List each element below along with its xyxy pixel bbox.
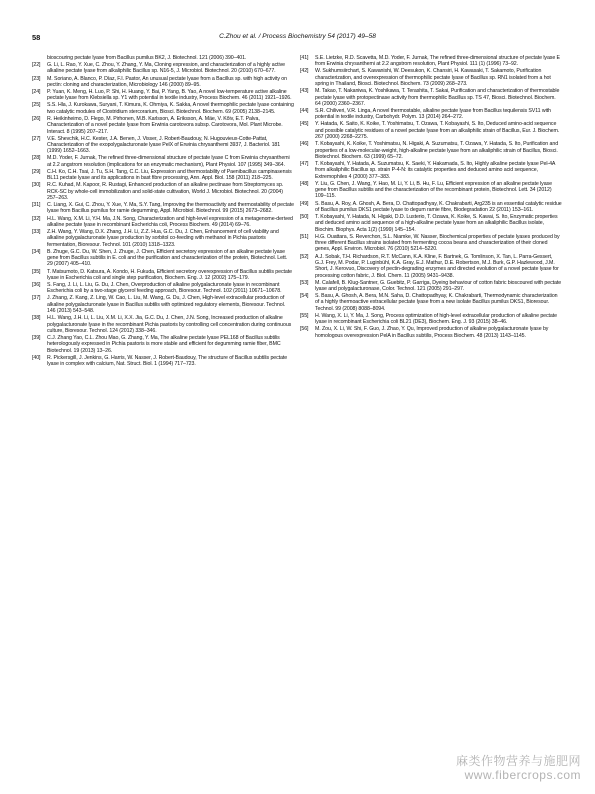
reference-text: Z.H. Wang, Y. Wang, D.X. Zhang, J.H. Li, Z.Z. Hua, G.C. Du, J. Chen, Enhancement of cell viability and alkaline polygalacturonate lyase production by sorbitol co-feeding with methanol in Pichia pastoris fermentation, Bioresour. Technol. 101 (2010) 1318–1323. — [47, 228, 279, 248]
reference-item — [32, 102, 294, 115]
reference-text: C.H. Ko, C.H. Tsai, J. Tu, S.H. Tang, C.C. Liu, Expression and thermostability of Paenibacillus campinasensis BL11 pectate lyase and its applications in bast fibre processing, Ann. Appl. Biol. 158 (2011) 218–225. — [47, 168, 292, 182]
reference-text: P. Yuan, K. Meng, H. Luo, P. Shi, H. Huang, Y. Bai, P. Yang, B. Yao, A novel low-temperature active alkaline pectate lyase from Klebsiella sp. Y1 with potential in textile industry, Process Biochem. 46 (2011) 1921–1926. — [47, 88, 292, 102]
reference-item — [32, 116, 294, 135]
reference-number: [50] — [300, 214, 309, 220]
reference-text: M. Takao, T. Nakaniwa, K. Yoshikawa, T. Terashita, T. Sakai, Purification and characterization of thermostable pectate lyase with protopectinase activity from thermophilic Bacillus sp. TS 47, Biosci. Biotechnol. Biochem. 64 (2000) 2360–2367. — [315, 88, 560, 107]
reference-number: [49] — [300, 200, 309, 207]
reference-item — [300, 121, 562, 140]
reference-item — [32, 182, 294, 201]
reference-number: [45] — [300, 121, 309, 128]
reference-item — [300, 181, 562, 200]
reference-item — [300, 55, 562, 68]
reference-number: [44] — [300, 108, 309, 114]
reference-text: T. Kobayashi, K. Koike, T. Yoshimatsu, N. Higaki, A. Suzumatsu, T. Ozawa, Y. Hatada, S. Ito, Purification and properties of a low-molecular-weight, high-alkaline pectate lyase from an alkaliphilic strain of Bacillus, Biosci. Biotechnol. Biochem. 63 (1999) 65–72. — [315, 141, 559, 160]
reference-column-left — [32, 55, 294, 368]
reference-number: [29] — [32, 168, 41, 175]
watermark-line-1: 麻类作物营养与施肥网 — [455, 754, 581, 768]
reference-number: [42] — [300, 68, 309, 75]
reference-text: H.G. Ouattara, S. Reverchon, S.L. Niamke, W. Nasser, Biochemical properties of pectate lyases produced by three different Bacillus strains isolated from fermenting cocoa beans and characterization of their cloned genes, Appl. Environ. Microbiol. 76 (2010) 5214–5220. — [315, 233, 560, 253]
reference-text: M. Soriano, A. Blanco, P. Díaz, F.I. Pastor, An unusual pectate lyase from a Bacillus sp. with high activity on pectin: cloning and characterization, Microbiology 146 (2000) 89–95. — [47, 75, 287, 88]
reference-item — [32, 315, 294, 334]
reference-number: [56] — [300, 326, 309, 333]
reference-item — [32, 282, 294, 295]
reference-item — [32, 76, 294, 89]
reference-text: V.E. Shevchik, H.C. Kester, J.A. Benen, J. Visser, J. Robert-Baudouy, N. Hugouvieux-Cotte-Pattat, Characterization of the exopolygalacturonate lyase PelX of Erwinia chrysanthemi 3937, J. Bacteriol. 181 (1999) 1652–1663. — [47, 135, 281, 155]
reference-item — [32, 295, 294, 314]
reference-item — [32, 89, 294, 102]
reference-item — [300, 214, 562, 233]
reference-text: S.S. Hla, J. Kurokawa, Suryani, T. Kimura, K. Ohmiya, K. Sakka, A novel thermophilic pectate lyase containing two catalytic modules of Clostridium stercorarium, Biosci. Biotechnol. Biochem. 69 (2005) 2138–2145. — [47, 102, 294, 115]
reference-text: T. Kobayashi, Y. Hatada, N. Higaki, D.D. Lusterio, T. Ozawa, K. Koike, S. Kawai, S. Ito, Enzymatic properties and deduced amino acid sequence of a high-alkaline pectate lyase from an alkaliphilic Bacillus isolate, Biochim. Biophys. Acta 1(2) (1999) 145–154. — [315, 214, 558, 233]
reference-number: [37] — [32, 295, 41, 302]
reference-text: T. Matsumoto, D. Katsura, A. Kondo, H. Fukuda, Efficient secretory overexpression of Bacillus subtilis pectate lyase in Escherichia coli and single step purification, Biochem. Eng. J. 12 (2002) 175–179. — [47, 268, 292, 281]
reference-text: G. Li, L. Rao, Y. Xue, C. Zhou, Y. Zhang, Y. Ma, Cloning expression, and characterization of a highly active alkaline pectate lyase from alkaliphilic Bacillus sp. N16-5, J. Microbiol. Biotechnol. 20 (2010) 670–677. — [47, 62, 285, 75]
reference-number: [46] — [300, 141, 309, 148]
reference-number: [48] — [300, 180, 309, 187]
reference-number: [27] — [32, 135, 41, 142]
reference-number: [33] — [32, 228, 41, 235]
reference-item — [300, 326, 562, 339]
reference-item — [300, 161, 562, 180]
reference-text: S. Basu, A. Ghosh, A. Bera, M.N. Saha, D. Chattopadhyay, K. Chakrabarti, Thermodynamic characterization of a highly thermoactive extracellular pectate lyase from a new isolate Bacillus pumilus DKS1, Bioresour. Technol. 99 (2008) 8088–8094. — [315, 293, 558, 312]
reference-number: [25] — [32, 102, 41, 109]
reference-number: [38] — [32, 315, 41, 322]
reference-text: M. Calafell, B. Klug-Santner, G. Guebitz, P. Garriga, Dyeing behaviour of cotton fabric bioscoured with pectate lyase and polygalacturonase, Color. Technol. 121 (2005) 291–297. — [315, 279, 562, 293]
reference-item — [32, 355, 294, 368]
reference-item — [300, 234, 562, 253]
reference-number: [47] — [300, 161, 309, 167]
reference-item — [300, 254, 562, 279]
reference-text: Y. Liu, G. Chen, J. Wang, Y. Hao, M. Li, Y. Li, B. Hu, F. Lu, Efficient expression of an alkaline pectate lyase gene from Bacillus subtilis and the characterization of the recombinant protein, Biotechnol. Lett. 34 (2012) 109–115. — [315, 180, 552, 200]
reference-number: [34] — [32, 248, 41, 255]
reference-number: [55] — [300, 312, 309, 319]
reference-item — [32, 136, 294, 155]
reference-number: [28] — [32, 155, 41, 162]
reference-text: S. Basu, A. Roy, A. Ghosh, A. Bera, D. Chattopadhyay, K. Chakrabarti, Arg235 is an essential catalytic residue of Bacillus pumilus DKS1 pectate lyase to degum ramie fibre, Biodegradation 22 (2011) 153–161. — [315, 200, 562, 213]
page-header — [32, 33, 563, 45]
reference-text: C. Liang, X. Gui, C. Zhou, Y. Xue, Y. Ma, S.Y. Tang, Improving the thermoactivity and thermostability of pectate lyase from Bacillus pumilus for ramie degumming, Appl. Microbiol. Biotechnol. 99 (2015) 2673–2682. — [47, 202, 294, 215]
reference-text: H.L. Wang, X.M. Li, Y.H. Ma, J.N. Song, Characterization and high-level expression of a metagenome-derived alkaline pectate lyase in recombinant Escherichia coli, Process Biochem. 49 (2014) 69–76. — [47, 215, 293, 228]
watermark — [456, 754, 581, 782]
reference-number: [39] — [32, 334, 41, 341]
reference-number: [36] — [32, 281, 41, 288]
running-head: C.Zhou et al. / Process Biochemistry 54 (2017) 49–58 — [219, 33, 376, 40]
reference-text: S. Fang, J. Li, L. Liu, G. Du, J. Chen, Overproduction of alkaline polygalacturonate lyase in recombinant Escherichia coli by a two-stage glycerol feeding approach, Bioresour. Technol. 102 (2011) 10671–10678. — [47, 281, 282, 295]
reference-item — [32, 249, 294, 268]
reference-text: R. Pickersgill, J. Jenkins, G. Harris, W. Nasser, J. Robert-Baudouy, The structure of Bacillus subtilis pectate lyase in complex with calcium, Nat. Struct. Biol. 1 (1994) 717–723. — [47, 354, 288, 368]
reference-item — [32, 155, 294, 168]
reference-number: [52] — [300, 253, 309, 260]
reference-item — [32, 202, 294, 215]
reference-number: [30] — [32, 182, 41, 189]
reference-item — [300, 141, 562, 160]
reference-number: [24] — [32, 88, 41, 95]
reference-item — [32, 62, 294, 75]
reference-text: M.D. Yoder, F. Jurnak, The refined three-dimensional structure of pectate lyase C from Erwinia chrysanthemi at 2.2 angstrom resolution (implications for an enzymatic mechanism), Plant Physiol. 107 (1995) 349–364. — [47, 155, 290, 168]
page-number: 58 — [32, 33, 41, 42]
reference-text: H. Wang, X. Li, Y. Ma, J. Song, Process optimization of high-level extracellular production of alkaline pectate lyase in recombinant Escherichia coli BL21 (DE3), Biochem. Eng. J. 93 (2015) 38–46. — [315, 312, 557, 326]
reference-item — [300, 293, 562, 312]
reference-text: C.J. Zhang Yao, C.L. Zhou Mao, G. Zhang, Y. Ma, The alkaline pectate lyase PEL168 of Bacillus subtilis heterologously expressed in Pichia pastoris is more stable and efficient for degumming ramie fiber, BMC Biotechnol. 19 (2013) 13–26. — [47, 334, 281, 354]
reference-number: [35] — [32, 268, 41, 275]
reference-number: [32] — [32, 215, 41, 222]
reference-text: H.L. Wang, J.H. Li, L. Liu, X.M. Li, X.X. Jia, G.C. Du, J. Chen, J.N. Song, Increased production of alkaline polygalacturonate lyase in the recombinant Pichia pastoris by controlling cell concentration during continuous culture, Bioresour. Technol. 124 (2012) 338–346. — [47, 315, 292, 334]
reference-number: [54] — [300, 293, 309, 300]
reference-text: R. Heikinheimo, D. Flego, M. Pirhonen, M.B. Karlsson, A. Eriksson, A. Mäe, V. Kõiv, E.T. Palva, Characterization of a novel pectate lyase from Erwinia carotovora subsp. Carotovora, Mol. Plant Microbe. Interact. 8 (1995) 207–217. — [47, 115, 283, 135]
reference-number: [51] — [300, 233, 309, 240]
reference-item — [300, 108, 562, 121]
reference-text: M. Zou, X. Li, W. Shi, F. Guo, J. Zhao, Y. Qu, Improved production of alkaline polygalacturonate lyase by homologous overexpression PelA in Bacillus subtilis, Process Biochem. 48 (2013) 1143–1145. — [315, 326, 549, 339]
reference-text: bioscouring pectate lyase from Bacillus pumilus BK2, J. Biotechnol. 121 (2006) 390–401. — [47, 55, 247, 61]
reference-number: [43] — [300, 88, 309, 95]
reference-text: Y. Hatada, K. Saito, K. Koike, T. Yoshimatsu, T. Ozawa, T. Kobayashi, S. Ito, Deduced amino-acid sequence and possible catalytic residues of a novel pectate lyase from an alkaliphilic strain of Bacillus, Eur. J. Biochem. 267 (2000) 2268–2275. — [315, 121, 560, 141]
reference-item — [32, 229, 294, 248]
reference-text: R.C. Kuhad, M. Kapoor, R. Rustagi, Enhanced production of an alkaline pectinase from Streptomyces sp. RCK-SC by whole-cell immobilization and solid-state cultivation, World J. Microbiol. Biotechnol. 20 (2004) 257–263. — [47, 182, 284, 201]
reference-text: T. Kobayashi, Y. Hatada, A. Suzumatsu, K. Saeki, Y. Hakamada, S. Ito, Highly alkaline pectate lyase Pel-4A from alkaliphilic Bacillus sp. strain P-4-N: its catalytic properties and deduced amino acid sequence, Extremophiles 4 (2000) 377–383. — [315, 161, 556, 180]
reference-number: [31] — [32, 202, 41, 209]
reference-item — [300, 201, 562, 214]
reference-text: J. Zhang, Z. Kang, Z. Ling, W. Cao, L. Liu, M. Wang, G. Du, J. Chen, High-level extracellular production of alkaline polygalacturonate lyase in Bacillus subtilis with optimized regulatory elements, Bioresour. Technol. 146 (2013) 543–548. — [47, 295, 286, 315]
reference-text: S.E. Lietzke, R.D. Scavetta, M.D. Yoder, F. Jurnak, The refined three-dimensional structure of pectate lyase E from Erwinia chrysanthemi at 2.2 angstrom resolution, Plant Physiol. 111 (1) (1996) 73–92. — [315, 55, 560, 68]
reference-item — [32, 216, 294, 229]
reference-item — [300, 313, 562, 326]
reference-item — [32, 335, 294, 354]
reference-column-right — [300, 55, 562, 340]
reference-item — [300, 280, 562, 293]
reference-item — [300, 88, 562, 107]
reference-item — [300, 68, 562, 87]
reference-number: [22] — [32, 62, 41, 69]
reference-text: A.J. Sobak, T.H. Richardson, R.T. McCann, K.A. Kline, F. Bartnek, G. Tomlinson, X. Tan, L. Parra-Gessert, G.J. Frey, M. Podar, P. Luginbühl, K.A. Gray, E.J. Mathur, D.E. Robertson, M.J. Burk, G.P. Hazlewood, J.M. Short, J. Kerovuo, Discovery of pectin-degrading enzymes and directed evolution of a novel pectate lyase for processing cotton fabric, J. Biol. Chem. 11 (2005) 9431–9438. — [315, 253, 559, 279]
reference-item — [32, 55, 294, 61]
reference-number: [41] — [300, 55, 309, 61]
watermark-line-2: www.fibercrops.com — [464, 768, 581, 782]
reference-text: S.R. Chiliveri, V.R. Linga, A novel thermostable, alkaline pectate lyase from Bacillus tequilensis SV11 with potential in textile industry, Carbohydr. Polym. 13 (2014) 264–272. — [315, 108, 551, 121]
reference-number: [23] — [32, 75, 41, 82]
reference-text: W. Sukhumsiirchart, S. Kawanishi, W. Deesukon, K. Chansiri, H. Kawasaki, T. Sakamoto, Purification characterization, and overexpression of thermophilic pectate lyase of Bacillus sp. RN1 isolated from a hot spring in Thailand, Biosci. Biotechnol. Biochem. 73 (2009) 268–273. — [315, 68, 551, 88]
reference-item — [32, 269, 294, 282]
reference-item — [32, 169, 294, 182]
reference-number: [53] — [300, 279, 309, 286]
reference-number: [26] — [32, 115, 41, 122]
reference-text: B. Zhuge, G.C. Du, W. Shen, J. Zhuge, J. Chen, Efficient secretory expression of an alkaline pectate lyase gene from Bacillus subtilis in E. coli and the purification and characterization of the protein, Biotechnol. Lett. 29 (2007) 405–410. — [47, 248, 288, 268]
reference-number: [40] — [32, 354, 41, 361]
